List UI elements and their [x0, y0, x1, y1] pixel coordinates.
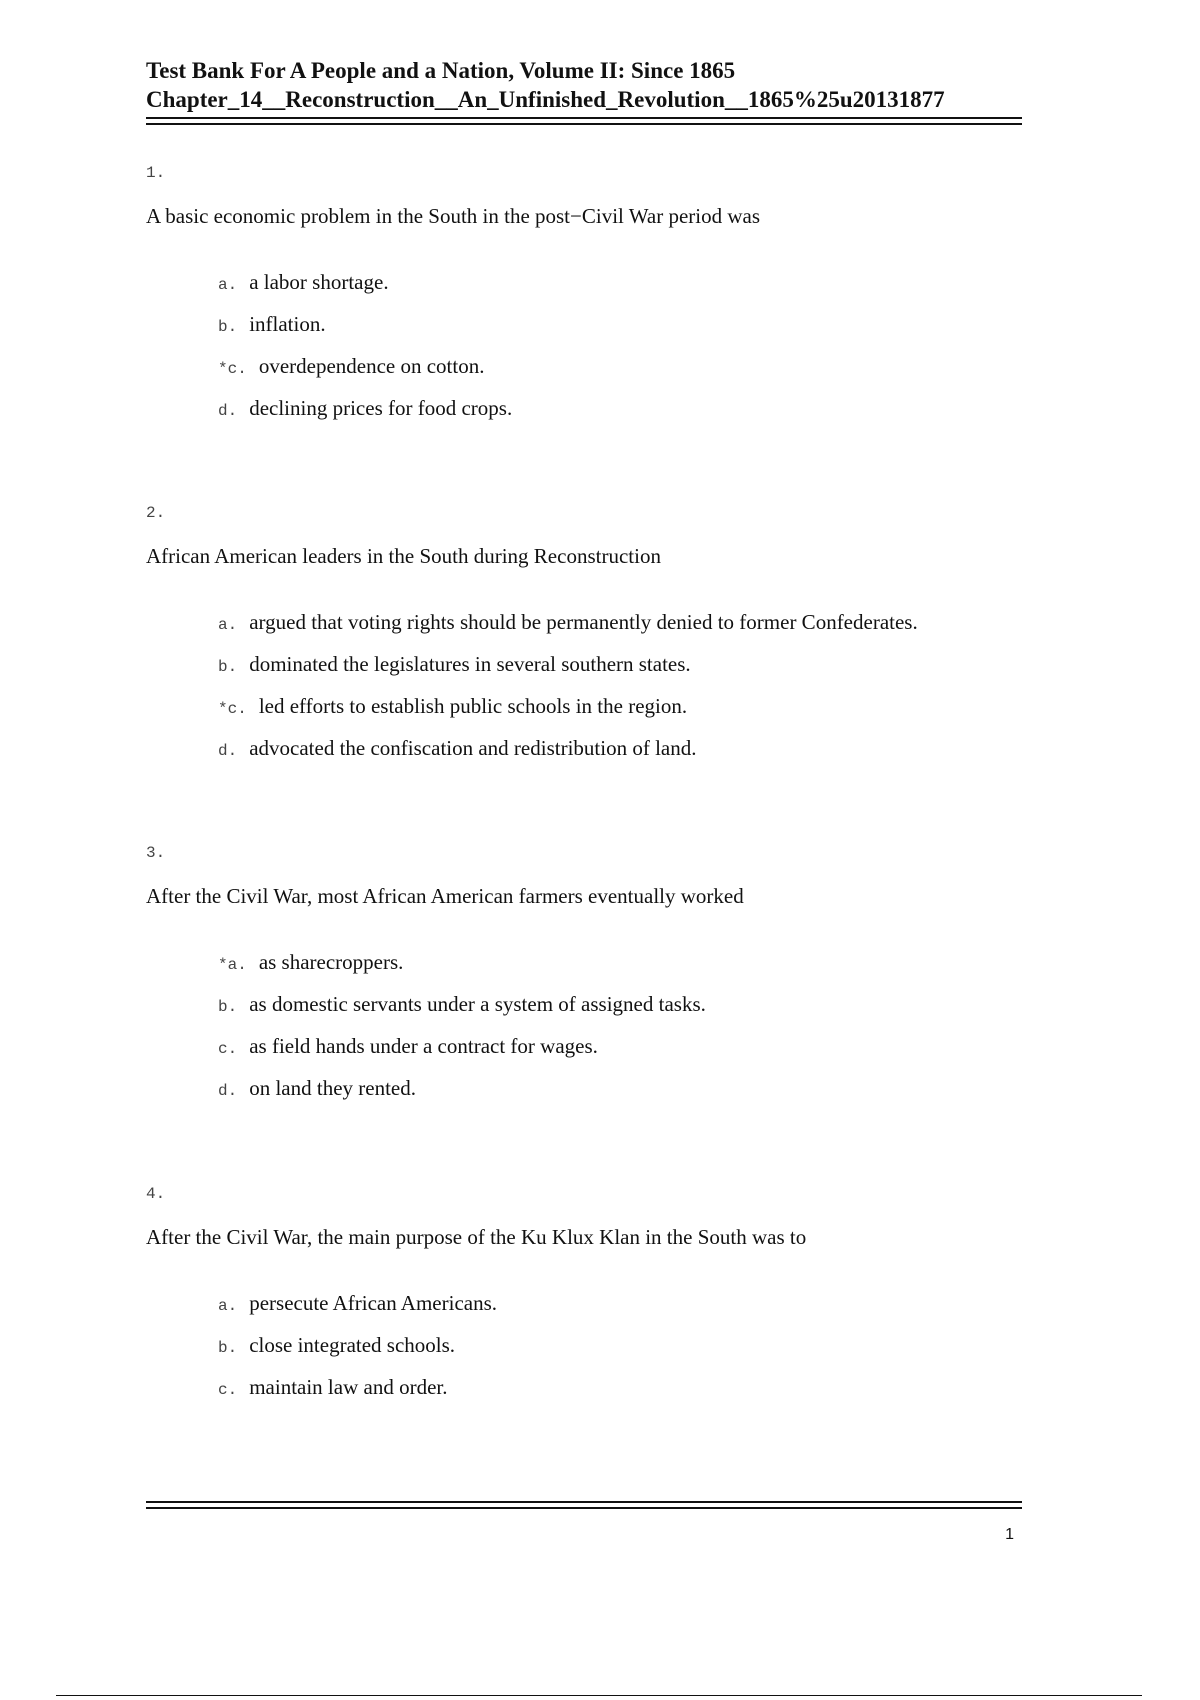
choice-letter: a. — [218, 1297, 238, 1315]
question-2 — [146, 503, 1022, 777]
choice-text: as field hands under a contract for wages. — [249, 1034, 598, 1058]
choice-list — [218, 949, 1022, 1117]
question-4 — [146, 1184, 1022, 1416]
question-stem: African American leaders in the South during Reconstruction — [146, 544, 661, 568]
choice-text: advocated the confiscation and redistribution of land. — [249, 736, 697, 760]
choice-b — [218, 1332, 1022, 1374]
choice-a — [218, 1290, 1022, 1332]
choice-text: close integrated schools. — [249, 1333, 456, 1357]
choice-letter: d. — [218, 402, 238, 420]
choice-letter: d. — [218, 742, 238, 760]
choice-text: led efforts to establish public schools in the region. — [258, 694, 688, 718]
document-header — [146, 56, 1022, 114]
choice-b — [218, 651, 1022, 693]
choice-text: as sharecroppers. — [258, 950, 404, 974]
question-stem: A basic economic problem in the South in the post−Civil War period was — [146, 204, 761, 228]
choice-text: argued that voting rights should be permanently denied to former Confederates. — [249, 610, 918, 634]
choice-a — [218, 269, 1022, 311]
choice-d — [218, 1075, 1022, 1117]
choice-c-correct — [218, 693, 1022, 735]
choice-letter: *c. — [218, 700, 247, 718]
choice-letter: *a. — [218, 956, 247, 974]
choice-d — [218, 735, 1022, 777]
header-chapter: Chapter_14__Reconstruction__An_Unfinished_Revolution__1865%25u20131877 — [146, 87, 945, 112]
question-number: 2. — [146, 504, 166, 522]
choice-c — [218, 1033, 1022, 1075]
choice-letter: *c. — [218, 360, 247, 378]
question-1 — [146, 163, 1022, 437]
choice-a — [218, 609, 1022, 651]
question-number: 1. — [146, 164, 166, 182]
choice-text: a labor shortage. — [249, 270, 389, 294]
choice-a-correct — [218, 949, 1022, 991]
footer-divider — [146, 1501, 1022, 1509]
choice-text: inflation. — [249, 312, 326, 336]
choice-letter: c. — [218, 1381, 238, 1399]
choice-letter: a. — [218, 616, 238, 634]
question-stem: After the Civil War, most African American farmers eventually worked — [146, 884, 744, 908]
choice-text: declining prices for food crops. — [249, 396, 513, 420]
choice-list — [218, 269, 1022, 437]
question-number: 4. — [146, 1185, 166, 1203]
choice-b — [218, 991, 1022, 1033]
choice-list — [218, 1290, 1022, 1416]
question-number: 3. — [146, 844, 166, 862]
choice-letter: b. — [218, 658, 238, 676]
choice-text: overdependence on cotton. — [258, 354, 485, 378]
page-number: 1 — [1005, 1526, 1014, 1543]
choice-c-correct — [218, 353, 1022, 395]
choice-letter: b. — [218, 318, 238, 336]
question-stem: After the Civil War, the main purpose of the Ku Klux Klan in the South was to — [146, 1225, 807, 1249]
choice-list — [218, 609, 1022, 777]
header-title: Test Bank For A People and a Nation, Volume II: Since 1865 — [146, 58, 736, 83]
choice-text: dominated the legislatures in several southern states. — [249, 652, 691, 676]
choice-text: on land they rented. — [249, 1076, 416, 1100]
choice-letter: c. — [218, 1040, 238, 1058]
page-bottom-line — [56, 1695, 1142, 1696]
choice-c — [218, 1374, 1022, 1416]
choice-text: maintain law and order. — [249, 1375, 448, 1399]
choice-letter: a. — [218, 276, 238, 294]
choice-d — [218, 395, 1022, 437]
choice-letter: b. — [218, 998, 238, 1016]
choice-b — [218, 311, 1022, 353]
choice-text: as domestic servants under a system of assigned tasks. — [249, 992, 706, 1016]
choice-letter: b. — [218, 1339, 238, 1357]
choice-text: persecute African Americans. — [249, 1291, 498, 1315]
choice-letter: d. — [218, 1082, 238, 1100]
header-divider — [146, 117, 1022, 125]
question-3 — [146, 843, 1022, 1117]
